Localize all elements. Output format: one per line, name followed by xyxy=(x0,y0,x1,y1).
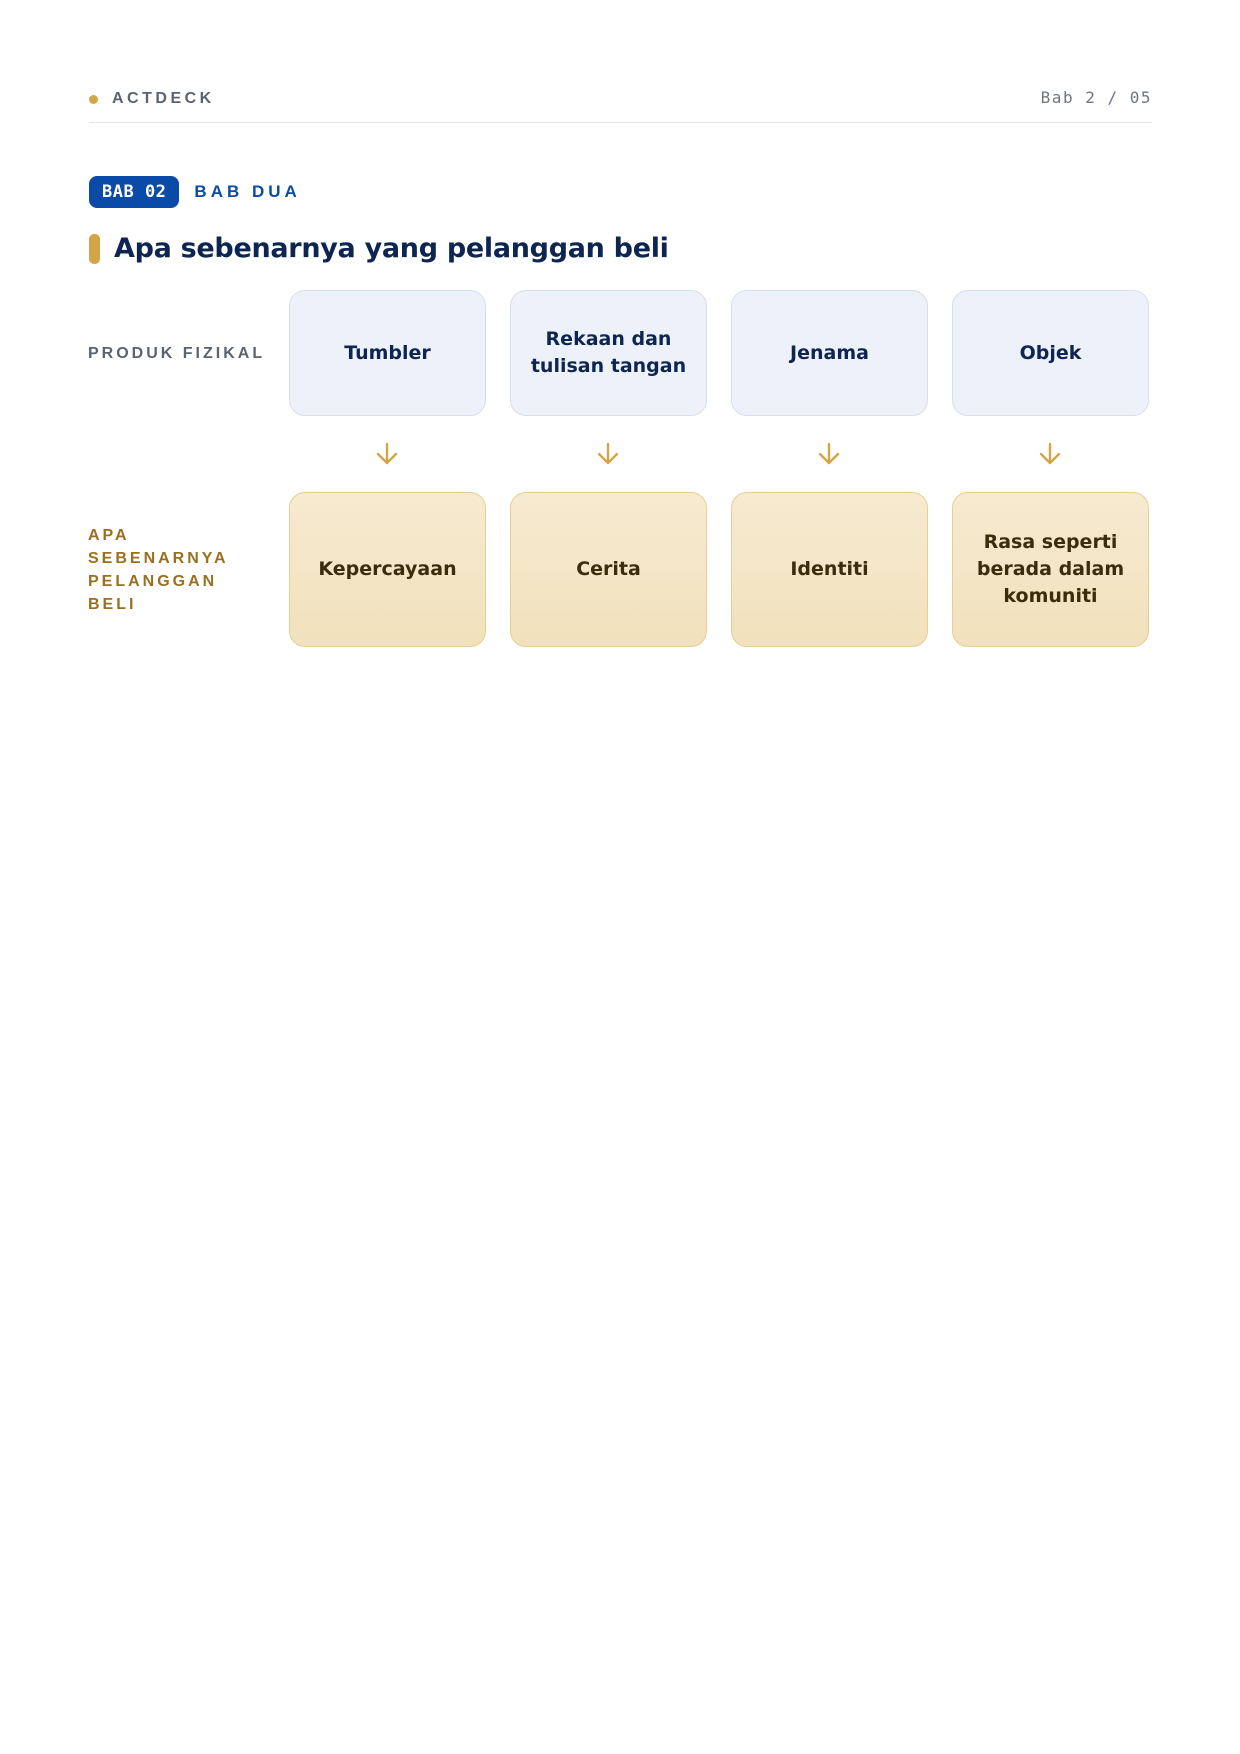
real-value-card: Cerita xyxy=(510,492,707,647)
real-value-card: Identiti xyxy=(731,492,928,647)
physical-card: Tumbler xyxy=(289,290,486,416)
title-row xyxy=(89,233,669,264)
arrow-down-icon xyxy=(595,441,621,467)
arrow-down-icon xyxy=(374,441,400,467)
top-bar xyxy=(89,86,1152,123)
row-label-real: APA SEBENARNYA PELANGGAN BELI xyxy=(88,527,228,613)
row-label-physical: PRODUK FIZIKAL xyxy=(88,345,266,362)
chapter-badge: BAB 02 xyxy=(89,176,179,208)
arrow-down-icon xyxy=(1037,441,1063,467)
brand-dot-icon xyxy=(89,95,98,104)
brand-name: ACTDECK xyxy=(112,90,215,107)
brand xyxy=(89,90,215,108)
physical-card: Rekaan dan tulisan tangan xyxy=(510,290,707,416)
title-accent-bar xyxy=(89,234,100,264)
real-value-card: Rasa seperti berada dalam komuniti xyxy=(952,492,1149,647)
chapter-name: BAB DUA xyxy=(194,182,301,201)
page-title: Apa sebenarnya yang pelanggan beli xyxy=(114,233,669,264)
page-counter: Bab 2 / 05 xyxy=(1040,88,1152,107)
real-value-card: Kepercayaan xyxy=(289,492,486,647)
arrow-down-icon xyxy=(816,441,842,467)
physical-card: Objek xyxy=(952,290,1149,416)
chapter-row xyxy=(89,176,301,208)
physical-card: Jenama xyxy=(731,290,928,416)
